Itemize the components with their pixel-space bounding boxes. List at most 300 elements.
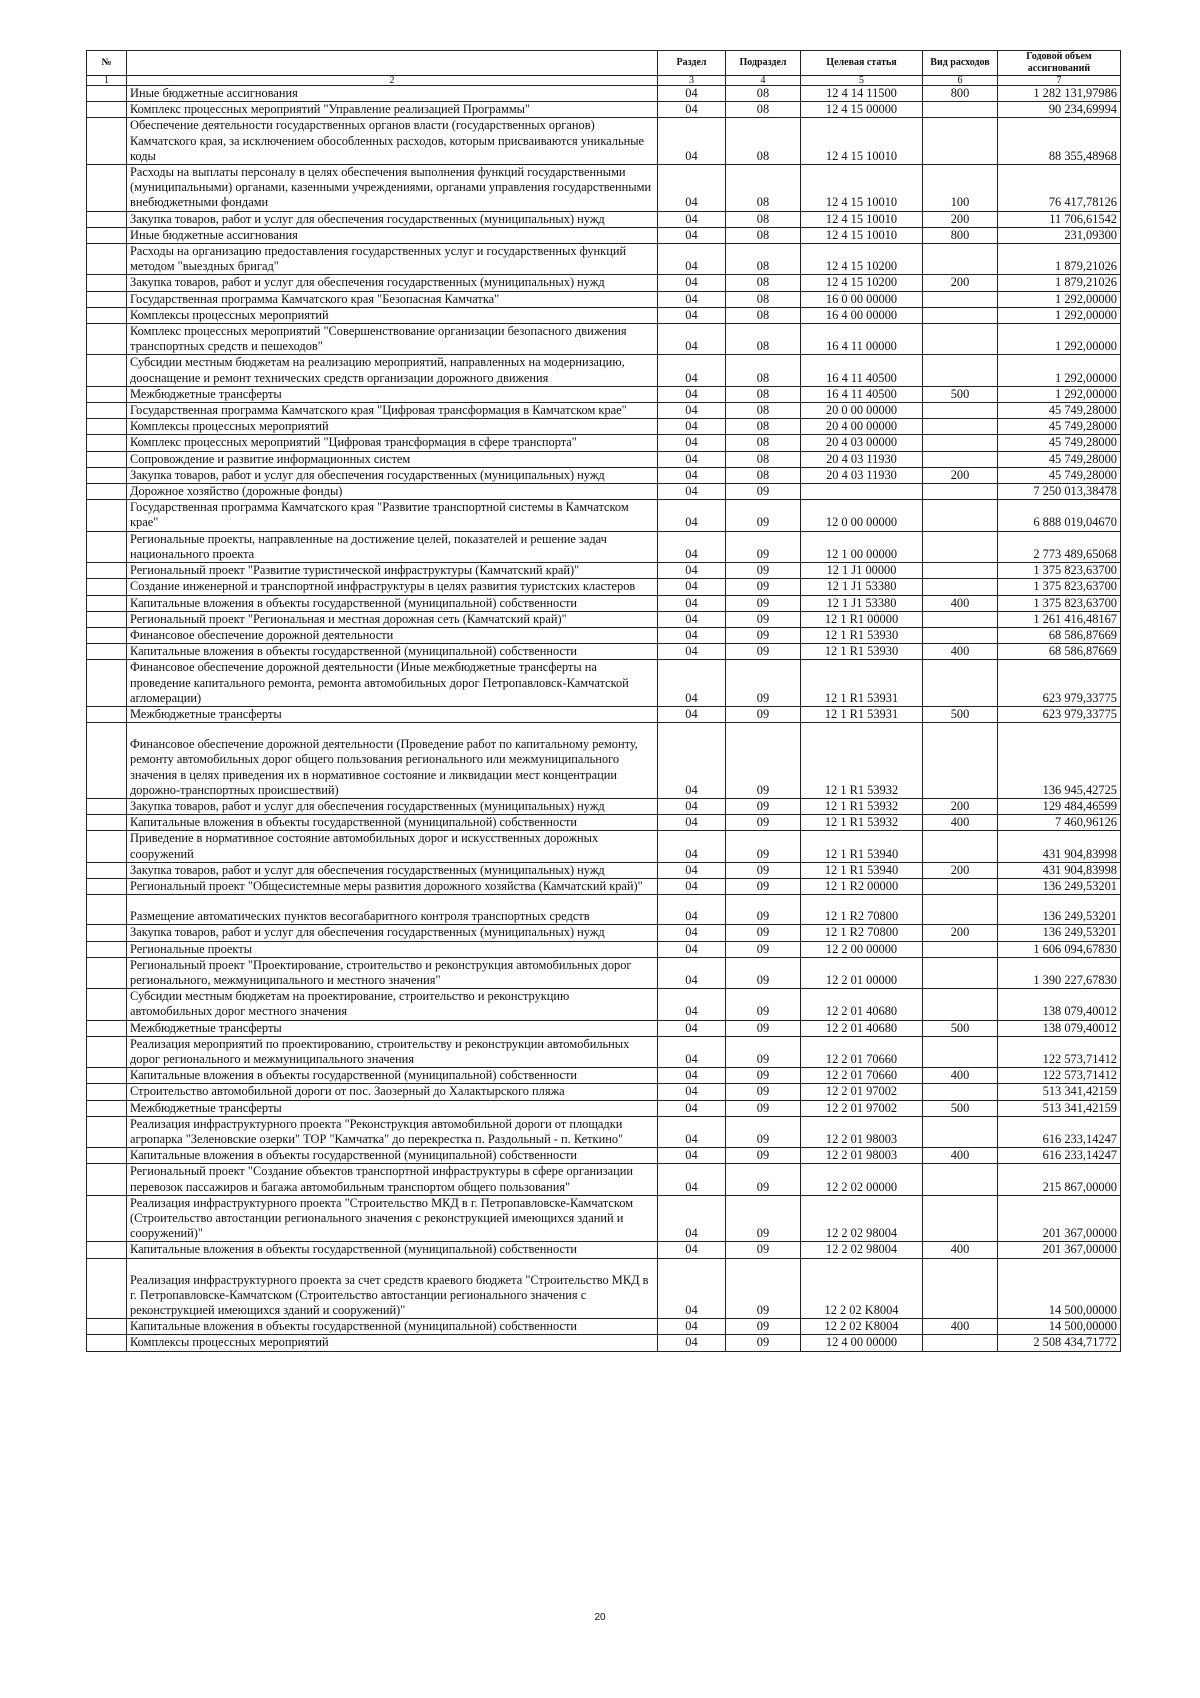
target-article-cell: 12 2 01 70660 <box>801 1068 923 1084</box>
column-number: 3 <box>658 76 726 86</box>
podrazdel-cell: 09 <box>726 723 801 799</box>
target-article-cell: 12 1 J1 53380 <box>801 579 923 595</box>
item-name-cell: Региональный проект "Региональная и местная дорожная сеть (Камчатский край)" <box>127 611 658 627</box>
expense-type-cell <box>923 1335 998 1351</box>
row-number-cell <box>87 1335 127 1351</box>
item-name-cell: Межбюджетные трансферты <box>127 1020 658 1036</box>
razdel-cell: 04 <box>658 211 726 227</box>
expense-type-cell <box>923 244 998 275</box>
row-number-cell <box>87 451 127 467</box>
annual-volume-cell: 201 367,00000 <box>998 1242 1121 1258</box>
item-name-cell: Реализация мероприятий по проектированию, строительству и реконструкции автомобильных дорог регионального и межмуниципального значения <box>127 1036 658 1067</box>
annual-volume-cell: 45 749,28000 <box>998 451 1121 467</box>
table-row <box>87 798 1121 814</box>
row-number-cell <box>87 925 127 941</box>
target-article-cell: 12 0 00 00000 <box>801 500 923 531</box>
header-podrazdel: Подраздел <box>726 51 801 76</box>
target-article-cell: 12 1 R1 53931 <box>801 706 923 722</box>
item-name-cell: Иные бюджетные ассигнования <box>127 86 658 102</box>
row-number-cell <box>87 244 127 275</box>
item-name-cell: Комплекс процессных мероприятий "Совершенствование организации безопасного движения транспортных средств и пешеходов" <box>127 324 658 355</box>
razdel-cell: 04 <box>658 355 726 386</box>
razdel-cell: 04 <box>658 467 726 483</box>
podrazdel-cell: 08 <box>726 419 801 435</box>
table-row <box>87 1036 1121 1067</box>
table-row <box>87 1319 1121 1335</box>
row-number-cell <box>87 1195 127 1242</box>
row-number-cell <box>87 831 127 862</box>
razdel-cell: 04 <box>658 531 726 562</box>
target-article-cell: 12 1 R1 53940 <box>801 862 923 878</box>
row-number-cell <box>87 500 127 531</box>
target-article-cell: 12 4 15 10010 <box>801 165 923 212</box>
target-article-cell: 12 1 R2 00000 <box>801 878 923 894</box>
razdel-cell: 04 <box>658 1335 726 1351</box>
podrazdel-cell: 09 <box>726 1068 801 1084</box>
podrazdel-cell: 08 <box>726 467 801 483</box>
expense-type-cell <box>923 831 998 862</box>
header-razdel: Раздел <box>658 51 726 76</box>
table-row <box>87 706 1121 722</box>
target-article-cell: 12 2 02 98004 <box>801 1195 923 1242</box>
row-number-cell <box>87 1116 127 1147</box>
row-number-cell <box>87 878 127 894</box>
table-row <box>87 500 1121 531</box>
expense-type-cell: 500 <box>923 1020 998 1036</box>
podrazdel-cell: 08 <box>726 435 801 451</box>
expense-type-cell <box>923 307 998 323</box>
razdel-cell: 04 <box>658 275 726 291</box>
expense-type-cell <box>923 1258 998 1319</box>
razdel-cell: 04 <box>658 419 726 435</box>
annual-volume-cell: 122 573,71412 <box>998 1068 1121 1084</box>
podrazdel-cell: 09 <box>726 644 801 660</box>
target-article-cell: 12 1 R1 53932 <box>801 723 923 799</box>
podrazdel-cell: 08 <box>726 102 801 118</box>
column-number: 6 <box>923 76 998 86</box>
item-name-cell: Региональный проект "Создание объектов транспортной инфраструктуры в сфере организации перевозок пассажиров и багажа автомобильным транспортом общего пользования" <box>127 1164 658 1195</box>
razdel-cell: 04 <box>658 403 726 419</box>
annual-volume-cell: 1 375 823,63700 <box>998 563 1121 579</box>
podrazdel-cell: 09 <box>726 798 801 814</box>
table-row <box>87 878 1121 894</box>
expense-type-cell: 400 <box>923 1319 998 1335</box>
annual-volume-cell: 11 706,61542 <box>998 211 1121 227</box>
table-row <box>87 595 1121 611</box>
item-name-cell: Комплекс процессных мероприятий "Управление реализацией Программы" <box>127 102 658 118</box>
annual-volume-cell: 138 079,40012 <box>998 1020 1121 1036</box>
expense-type-cell <box>923 1036 998 1067</box>
expense-type-cell: 200 <box>923 798 998 814</box>
row-number-cell <box>87 324 127 355</box>
target-article-cell: 12 2 02 K8004 <box>801 1319 923 1335</box>
target-article-cell: 12 2 01 40680 <box>801 1020 923 1036</box>
item-name-cell: Капитальные вложения в объекты государственной (муниципальной) собственности <box>127 1242 658 1258</box>
target-article-cell: 12 1 J1 00000 <box>801 563 923 579</box>
expense-type-cell <box>923 579 998 595</box>
podrazdel-cell: 09 <box>726 989 801 1020</box>
row-number-cell <box>87 211 127 227</box>
table-row <box>87 563 1121 579</box>
item-name-cell: Региональный проект "Общесистемные меры развития дорожного хозяйства (Камчатский край)" <box>127 878 658 894</box>
row-number-cell <box>87 1036 127 1067</box>
expense-type-cell: 500 <box>923 386 998 402</box>
razdel-cell: 04 <box>658 595 726 611</box>
expense-type-cell: 200 <box>923 862 998 878</box>
table-row <box>87 611 1121 627</box>
item-name-cell: Финансовое обеспечение дорожной деятельности (Проведение работ по капитальному ремонту, ремонту автомобильных дорог общего пользования регионального или межмуниципального значения в целях приведения их в нормативное состояние и ликвидации мест концентрации дорожно-транспортных происшествий) <box>127 723 658 799</box>
annual-volume-cell: 1 292,00000 <box>998 291 1121 307</box>
annual-volume-cell: 122 573,71412 <box>998 1036 1121 1067</box>
table-row <box>87 1258 1121 1319</box>
podrazdel-cell: 08 <box>726 86 801 102</box>
target-article-cell: 20 4 00 00000 <box>801 419 923 435</box>
item-name-cell: Закупка товаров, работ и услуг для обеспечения государственных (муниципальных) нужд <box>127 798 658 814</box>
table-row <box>87 324 1121 355</box>
item-name-cell: Иные бюджетные ассигнования <box>127 227 658 243</box>
podrazdel-cell: 08 <box>726 307 801 323</box>
row-number-cell <box>87 307 127 323</box>
item-name-cell: Комплексы процессных мероприятий <box>127 1335 658 1351</box>
expense-type-cell <box>923 563 998 579</box>
expense-type-cell: 400 <box>923 644 998 660</box>
target-article-cell: 12 4 14 11500 <box>801 86 923 102</box>
target-article-cell: 16 0 00 00000 <box>801 291 923 307</box>
expense-type-cell <box>923 291 998 307</box>
item-name-cell: Финансовое обеспечение дорожной деятельности <box>127 627 658 643</box>
target-article-cell: 12 4 15 10010 <box>801 227 923 243</box>
item-name-cell: Дорожное хозяйство (дорожные фонды) <box>127 484 658 500</box>
item-name-cell: Капитальные вложения в объекты государственной (муниципальной) собственности <box>127 1148 658 1164</box>
razdel-cell: 04 <box>658 862 726 878</box>
row-number-cell <box>87 1068 127 1084</box>
item-name-cell: Расходы на выплаты персоналу в целях обеспечения выполнения функций государственными (муниципальными) органами, казенными учреждениями, органами управления государственными внебюджетными фондами <box>127 165 658 212</box>
annual-volume-cell: 201 367,00000 <box>998 1195 1121 1242</box>
target-article-cell: 16 4 00 00000 <box>801 307 923 323</box>
table-row <box>87 531 1121 562</box>
expense-type-cell: 100 <box>923 165 998 212</box>
razdel-cell: 04 <box>658 815 726 831</box>
expense-type-cell <box>923 611 998 627</box>
annual-volume-cell: 7 250 013,38478 <box>998 484 1121 500</box>
annual-volume-cell: 68 586,87669 <box>998 627 1121 643</box>
row-number-cell <box>87 419 127 435</box>
table-row <box>87 925 1121 941</box>
annual-volume-cell: 1 606 094,67830 <box>998 941 1121 957</box>
target-article-cell: 12 1 R2 70800 <box>801 895 923 925</box>
expense-type-cell: 200 <box>923 211 998 227</box>
row-number-cell <box>87 467 127 483</box>
annual-volume-cell: 1 390 227,67830 <box>998 957 1121 988</box>
target-article-cell: 12 2 01 70660 <box>801 1036 923 1067</box>
row-number-cell <box>87 1084 127 1100</box>
expense-type-cell <box>923 484 998 500</box>
razdel-cell: 04 <box>658 1242 726 1258</box>
table-row <box>87 118 1121 165</box>
razdel-cell: 04 <box>658 1319 726 1335</box>
item-name-cell: Закупка товаров, работ и услуг для обеспечения государственных (муниципальных) нужд <box>127 862 658 878</box>
target-article-cell: 12 1 R1 53930 <box>801 627 923 643</box>
table-row <box>87 831 1121 862</box>
column-number: 1 <box>87 76 127 86</box>
expense-type-cell <box>923 451 998 467</box>
row-number-cell <box>87 957 127 988</box>
header-annual-volume: Годовой объем ассигнований <box>998 51 1121 76</box>
target-article-cell: 12 4 15 10200 <box>801 275 923 291</box>
table-row <box>87 1084 1121 1100</box>
row-number-cell <box>87 941 127 957</box>
item-name-cell: Государственная программа Камчатского края "Развитие транспортной системы в Камчатском крае" <box>127 500 658 531</box>
podrazdel-cell: 08 <box>726 291 801 307</box>
razdel-cell: 04 <box>658 798 726 814</box>
annual-volume-cell: 2 773 489,65068 <box>998 531 1121 562</box>
podrazdel-cell: 09 <box>726 831 801 862</box>
target-article-cell: 12 2 02 K8004 <box>801 1258 923 1319</box>
item-name-cell: Капитальные вложения в объекты государственной (муниципальной) собственности <box>127 1319 658 1335</box>
podrazdel-cell: 08 <box>726 275 801 291</box>
item-name-cell: Комплексы процессных мероприятий <box>127 307 658 323</box>
razdel-cell: 04 <box>658 451 726 467</box>
razdel-cell: 04 <box>658 1164 726 1195</box>
row-number-cell <box>87 1242 127 1258</box>
item-name-cell: Закупка товаров, работ и услуг для обеспечения государственных (муниципальных) нужд <box>127 275 658 291</box>
table-row <box>87 1068 1121 1084</box>
row-number-cell <box>87 627 127 643</box>
podrazdel-cell: 09 <box>726 595 801 611</box>
table-row <box>87 467 1121 483</box>
podrazdel-cell: 09 <box>726 878 801 894</box>
razdel-cell: 04 <box>658 165 726 212</box>
column-number: 7 <box>998 76 1121 86</box>
target-article-cell: 12 4 15 10010 <box>801 118 923 165</box>
row-number-cell <box>87 1164 127 1195</box>
razdel-cell: 04 <box>658 435 726 451</box>
target-article-cell: 12 2 01 98003 <box>801 1116 923 1147</box>
razdel-cell: 04 <box>658 878 726 894</box>
item-name-cell: Субсидии местным бюджетам на реализацию мероприятий, направленных на модернизацию, дооснащение и ремонт технических средств организации дорожного движения <box>127 355 658 386</box>
row-number-cell <box>87 1258 127 1319</box>
podrazdel-cell: 09 <box>726 1242 801 1258</box>
target-article-cell: 12 2 01 40680 <box>801 989 923 1020</box>
header-name <box>127 51 658 76</box>
header-number-row <box>87 76 1121 86</box>
row-number-cell <box>87 723 127 799</box>
annual-volume-cell: 136 249,53201 <box>998 895 1121 925</box>
razdel-cell: 04 <box>658 989 726 1020</box>
target-article-cell: 12 1 R1 53932 <box>801 798 923 814</box>
table-row <box>87 86 1121 102</box>
expense-type-cell <box>923 1116 998 1147</box>
podrazdel-cell: 09 <box>726 660 801 707</box>
annual-volume-cell: 431 904,83998 <box>998 831 1121 862</box>
podrazdel-cell: 09 <box>726 1036 801 1067</box>
expense-type-cell <box>923 895 998 925</box>
expense-type-cell <box>923 989 998 1020</box>
annual-volume-cell: 616 233,14247 <box>998 1116 1121 1147</box>
item-name-cell: Региональный проект "Проектирование, строительство и реконструкция автомобильных дорог регионального, межмуниципального и местного значения" <box>127 957 658 988</box>
expense-type-cell: 400 <box>923 1068 998 1084</box>
podrazdel-cell: 08 <box>726 451 801 467</box>
podrazdel-cell: 09 <box>726 925 801 941</box>
table-row <box>87 957 1121 988</box>
annual-volume-cell: 45 749,28000 <box>998 403 1121 419</box>
expense-type-cell <box>923 1164 998 1195</box>
annual-volume-cell: 45 749,28000 <box>998 467 1121 483</box>
item-name-cell: Региональные проекты, направленные на достижение целей, показателей и решение задач национального проекта <box>127 531 658 562</box>
expense-type-cell <box>923 324 998 355</box>
podrazdel-cell: 09 <box>726 1020 801 1036</box>
annual-volume-cell: 2 508 434,71772 <box>998 1335 1121 1351</box>
table-row <box>87 484 1121 500</box>
table-row <box>87 660 1121 707</box>
annual-volume-cell: 1 879,21026 <box>998 244 1121 275</box>
podrazdel-cell: 08 <box>726 118 801 165</box>
annual-volume-cell: 88 355,48968 <box>998 118 1121 165</box>
podrazdel-cell: 09 <box>726 706 801 722</box>
razdel-cell: 04 <box>658 1068 726 1084</box>
target-article-cell: 12 2 00 00000 <box>801 941 923 957</box>
annual-volume-cell: 1 282 131,97986 <box>998 86 1121 102</box>
table-row <box>87 165 1121 212</box>
item-name-cell: Государственная программа Камчатского края "Безопасная Камчатка" <box>127 291 658 307</box>
row-number-cell <box>87 118 127 165</box>
item-name-cell: Региональный проект "Развитие туристической инфраструктуры (Камчатский край)" <box>127 563 658 579</box>
target-article-cell: 12 1 R1 53931 <box>801 660 923 707</box>
podrazdel-cell: 09 <box>726 1116 801 1147</box>
row-number-cell <box>87 435 127 451</box>
razdel-cell: 04 <box>658 1100 726 1116</box>
expense-type-cell <box>923 419 998 435</box>
expense-type-cell: 200 <box>923 275 998 291</box>
expense-type-cell: 400 <box>923 815 998 831</box>
item-name-cell: Обеспечение деятельности государственных органов власти (государственных органов) Камчатского края, за исключением обособленных расходов, которым присваиваются уникальные коды <box>127 118 658 165</box>
razdel-cell: 04 <box>658 895 726 925</box>
annual-volume-cell: 136 945,42725 <box>998 723 1121 799</box>
podrazdel-cell: 09 <box>726 1100 801 1116</box>
podrazdel-cell: 08 <box>726 324 801 355</box>
expense-type-cell <box>923 531 998 562</box>
razdel-cell: 04 <box>658 324 726 355</box>
item-name-cell: Межбюджетные трансферты <box>127 706 658 722</box>
podrazdel-cell: 09 <box>726 500 801 531</box>
row-number-cell <box>87 595 127 611</box>
table-row <box>87 1242 1121 1258</box>
annual-volume-cell: 14 500,00000 <box>998 1258 1121 1319</box>
expense-type-cell: 400 <box>923 595 998 611</box>
target-article-cell: 12 2 01 97002 <box>801 1084 923 1100</box>
podrazdel-cell: 09 <box>726 957 801 988</box>
podrazdel-cell: 09 <box>726 815 801 831</box>
podrazdel-cell: 09 <box>726 1148 801 1164</box>
item-name-cell: Государственная программа Камчатского края "Цифровая трансформация в Камчатском крае" <box>127 403 658 419</box>
target-article-cell: 12 2 02 00000 <box>801 1164 923 1195</box>
row-number-cell <box>87 895 127 925</box>
podrazdel-cell: 09 <box>726 611 801 627</box>
target-article-cell: 12 2 01 00000 <box>801 957 923 988</box>
row-number-cell <box>87 1319 127 1335</box>
target-article-cell: 20 4 03 00000 <box>801 435 923 451</box>
annual-volume-cell: 616 233,14247 <box>998 1148 1121 1164</box>
razdel-cell: 04 <box>658 1036 726 1067</box>
razdel-cell: 04 <box>658 1020 726 1036</box>
column-number: 2 <box>127 76 658 86</box>
row-number-cell <box>87 563 127 579</box>
razdel-cell: 04 <box>658 386 726 402</box>
target-article-cell: 12 1 R2 70800 <box>801 925 923 941</box>
expense-type-cell <box>923 941 998 957</box>
podrazdel-cell: 08 <box>726 386 801 402</box>
razdel-cell: 04 <box>658 957 726 988</box>
annual-volume-cell: 513 341,42159 <box>998 1084 1121 1100</box>
target-article-cell: 12 4 15 00000 <box>801 102 923 118</box>
annual-volume-cell: 1 375 823,63700 <box>998 579 1121 595</box>
row-number-cell <box>87 275 127 291</box>
table-body <box>87 86 1121 1352</box>
table-row <box>87 1116 1121 1147</box>
item-name-cell: Строительство автомобильной дороги от пос. Заозерный до Халактырского пляжа <box>127 1084 658 1100</box>
expense-type-cell <box>923 627 998 643</box>
razdel-cell: 04 <box>658 925 726 941</box>
row-number-cell <box>87 1100 127 1116</box>
annual-volume-cell: 7 460,96126 <box>998 815 1121 831</box>
table-row <box>87 451 1121 467</box>
item-name-cell: Создание инженерной и транспортной инфраструктуры в целях развития туристских кластеров <box>127 579 658 595</box>
item-name-cell: Межбюджетные трансферты <box>127 386 658 402</box>
podrazdel-cell: 09 <box>726 862 801 878</box>
razdel-cell: 04 <box>658 644 726 660</box>
podrazdel-cell: 09 <box>726 895 801 925</box>
target-article-cell: 12 2 01 98003 <box>801 1148 923 1164</box>
expense-type-cell <box>923 878 998 894</box>
item-name-cell: Капитальные вложения в объекты государственной (муниципальной) собственности <box>127 1068 658 1084</box>
target-article-cell: 12 1 R1 53930 <box>801 644 923 660</box>
item-name-cell: Реализация инфраструктурного проекта "Реконструкция автомобильной дороги от площадки агропарка "Зеленовские озерки" ТОР "Камчатка" до перекрестка п. Раздольный - п. Кеткино" <box>127 1116 658 1147</box>
row-number-cell <box>87 644 127 660</box>
target-article-cell: 20 0 00 00000 <box>801 403 923 419</box>
annual-volume-cell: 45 749,28000 <box>998 435 1121 451</box>
row-number-cell <box>87 531 127 562</box>
podrazdel-cell: 09 <box>726 1195 801 1242</box>
razdel-cell: 04 <box>658 563 726 579</box>
row-number-cell <box>87 1020 127 1036</box>
item-name-cell: Финансовое обеспечение дорожной деятельности (Иные межбюджетные трансферты на проведение капитального ремонта, ремонта автомобильных дорог Петропавловск-Камчатской агломерации) <box>127 660 658 707</box>
annual-volume-cell: 231,09300 <box>998 227 1121 243</box>
item-name-cell: Расходы на организацию предоставления государственных услуг и государственных функций методом "выездных бригад" <box>127 244 658 275</box>
target-article-cell <box>801 484 923 500</box>
item-name-cell: Региональные проекты <box>127 941 658 957</box>
table-row <box>87 275 1121 291</box>
target-article-cell: 20 4 03 11930 <box>801 467 923 483</box>
razdel-cell: 04 <box>658 1148 726 1164</box>
row-number-cell <box>87 1148 127 1164</box>
razdel-cell: 04 <box>658 1195 726 1242</box>
expense-type-cell: 400 <box>923 1242 998 1258</box>
table-row <box>87 1020 1121 1036</box>
expense-type-cell: 500 <box>923 706 998 722</box>
target-article-cell: 12 4 00 00000 <box>801 1335 923 1351</box>
target-article-cell: 16 4 11 40500 <box>801 386 923 402</box>
podrazdel-cell: 09 <box>726 563 801 579</box>
razdel-cell: 04 <box>658 500 726 531</box>
header-number: № <box>87 51 127 76</box>
razdel-cell: 04 <box>658 1258 726 1319</box>
row-number-cell <box>87 291 127 307</box>
row-number-cell <box>87 706 127 722</box>
annual-volume-cell: 1 292,00000 <box>998 324 1121 355</box>
target-article-cell: 12 2 01 97002 <box>801 1100 923 1116</box>
podrazdel-cell: 09 <box>726 941 801 957</box>
podrazdel-cell: 09 <box>726 1164 801 1195</box>
